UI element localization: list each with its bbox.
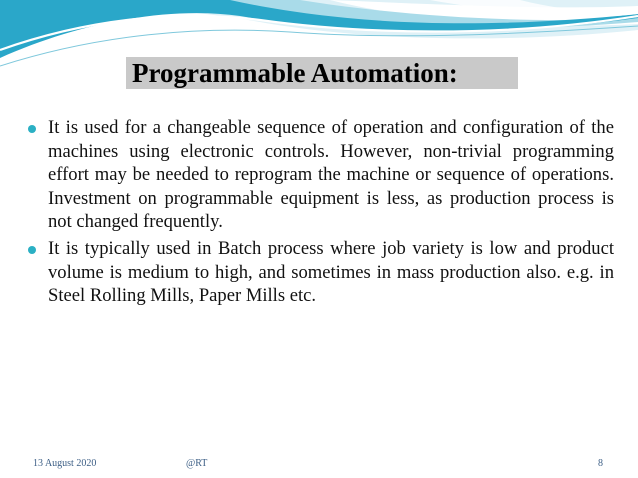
footer-author: @RT (186, 458, 208, 469)
slide-title-text: Programmable Automation: (132, 58, 458, 88)
bullet-text: It is used for a changeable sequence of operation and configuration of the machines using electronic controls. However, non-trivial programming effort may be needed to reprogram the machine or sequence of operations. Investment on programmable equipment is less, as production process is not changed frequently. (48, 117, 614, 233)
bullet-list (24, 116, 614, 308)
bullet-item (24, 116, 614, 234)
bullet-item (24, 237, 614, 308)
footer-date: 13 August 2020 (33, 458, 97, 469)
bullet-text: It is typically used in Batch process where job variety is low and product volume is medium to high, and sometimes in mass production also. e.g. in Steel Rolling Mills, Paper Mills etc. (48, 237, 614, 307)
bullet-dot-icon (28, 246, 36, 254)
bullet-dot-icon (28, 125, 36, 133)
slide-title (126, 57, 518, 89)
footer-page-number: 8 (598, 458, 603, 469)
